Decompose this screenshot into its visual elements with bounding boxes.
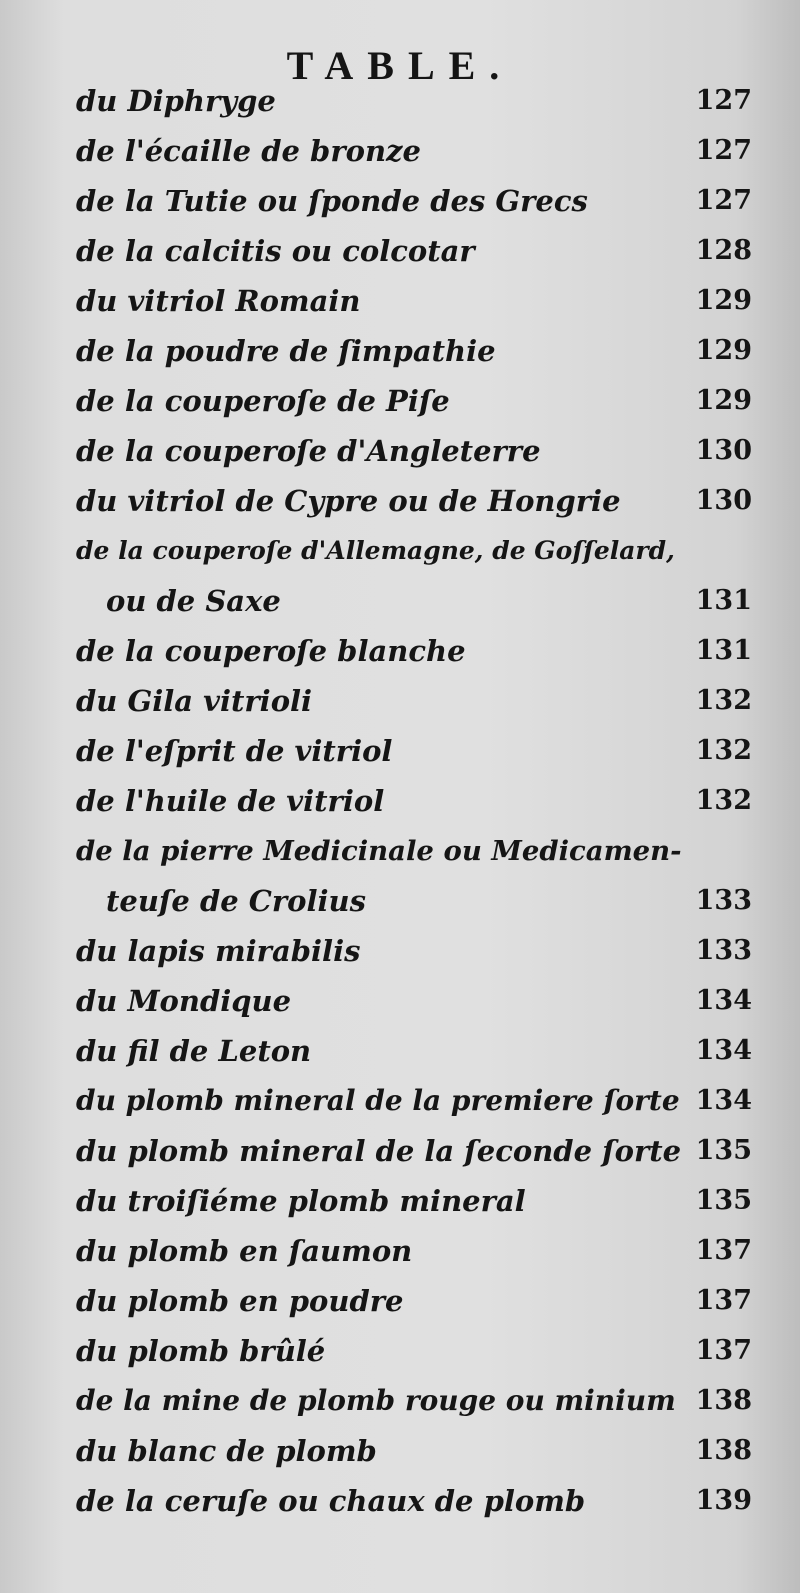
toc-entry bbox=[76, 426, 752, 476]
entry-page-number: 128 bbox=[695, 235, 752, 266]
entry-page-number: 130 bbox=[695, 435, 752, 466]
toc-entry bbox=[76, 976, 752, 1026]
entry-title: du plomb mineral de la premiere ſorte bbox=[76, 1084, 680, 1117]
entry-title: du plomb en poudre bbox=[76, 1284, 404, 1318]
toc-entry bbox=[76, 1176, 752, 1226]
toc-entry bbox=[76, 76, 752, 126]
entry-page-number: 133 bbox=[695, 935, 752, 966]
entry-title: de la couperoſe d'Angleterre bbox=[76, 434, 541, 468]
entry-page-number: 131 bbox=[695, 635, 752, 666]
entry-title: de la pierre Medicinale ou Medicamen- bbox=[76, 835, 682, 867]
toc-entry bbox=[76, 1326, 752, 1376]
entry-title: du plomb mineral de la ſeconde ſorte bbox=[76, 1134, 682, 1168]
entry-title: de la couperoſe de Piſe bbox=[76, 384, 450, 418]
toc-entry bbox=[76, 376, 752, 426]
toc-entry bbox=[76, 1476, 752, 1526]
entry-title: du troiſiéme plomb mineral bbox=[76, 1184, 526, 1218]
toc-entry bbox=[76, 1276, 752, 1326]
entry-title: du lapis mirabilis bbox=[76, 934, 361, 968]
toc-entry bbox=[76, 926, 752, 976]
entry-title: de l'eſprit de vitriol bbox=[76, 734, 393, 768]
toc-entry bbox=[76, 626, 752, 676]
entry-title: de l'écaille de bronze bbox=[76, 134, 421, 168]
entry-page-number: 133 bbox=[695, 885, 752, 916]
entry-page-number: 129 bbox=[695, 335, 752, 366]
entry-title: du Diphryge bbox=[76, 84, 276, 118]
entry-page-number: 131 bbox=[695, 585, 752, 616]
entry-title: de la poudre de ſimpathie bbox=[76, 334, 496, 368]
entry-page-number: 134 bbox=[695, 985, 752, 1016]
toc-entry bbox=[76, 1076, 752, 1126]
entry-page-number: 130 bbox=[695, 485, 752, 516]
entry-page-number: 132 bbox=[695, 735, 752, 766]
entry-title: du fil de Leton bbox=[76, 1034, 312, 1068]
toc-entry bbox=[76, 276, 752, 326]
entry-page-number: 137 bbox=[695, 1235, 752, 1266]
toc-entry bbox=[76, 476, 752, 526]
toc-entry bbox=[76, 1226, 752, 1276]
entry-title: de la couperoſe blanche bbox=[76, 634, 466, 668]
entry-page-number: 127 bbox=[695, 185, 752, 216]
entry-page-number: 139 bbox=[695, 1485, 752, 1516]
entry-page-number: 137 bbox=[695, 1285, 752, 1316]
entry-title: du vitriol Romain bbox=[76, 284, 361, 318]
entry-page-number: 138 bbox=[695, 1435, 752, 1466]
entry-page-number: 127 bbox=[695, 85, 752, 116]
entry-title: du Mondique bbox=[76, 984, 292, 1018]
entry-title: du plomb brûlé bbox=[76, 1334, 326, 1368]
entry-page-number: 135 bbox=[695, 1185, 752, 1216]
entry-page-number: 138 bbox=[695, 1385, 752, 1416]
entry-title: de la couperoſe d'Allemagne, de Goſſelard, bbox=[76, 536, 675, 565]
toc-entry bbox=[76, 1426, 752, 1476]
table-of-contents bbox=[76, 76, 752, 1526]
entry-page-number: 134 bbox=[695, 1035, 752, 1066]
toc-entry bbox=[76, 676, 752, 726]
entry-page-number: 132 bbox=[695, 685, 752, 716]
entry-title: de l'huile de vitriol bbox=[76, 784, 385, 818]
entry-title: du Gila vitrioli bbox=[76, 684, 313, 718]
entry-page-number: 134 bbox=[695, 1085, 752, 1116]
entry-title: de la Tutie ou ſponde des Grecs bbox=[76, 184, 588, 218]
entry-page-number: 135 bbox=[695, 1135, 752, 1166]
entry-title-continuation: teuſe de Crolius bbox=[106, 884, 366, 918]
entry-page-number: 127 bbox=[695, 135, 752, 166]
toc-entry bbox=[76, 1376, 752, 1426]
entry-page-number: 132 bbox=[695, 785, 752, 816]
toc-entry bbox=[76, 826, 752, 926]
entry-page-number: 129 bbox=[695, 385, 752, 416]
entry-title: de la mine de plomb rouge ou minium bbox=[76, 1384, 676, 1417]
entry-page-number: 137 bbox=[695, 1335, 752, 1366]
toc-entry bbox=[76, 1026, 752, 1076]
toc-entry bbox=[76, 176, 752, 226]
entry-title: du vitriol de Cypre ou de Hongrie bbox=[76, 484, 621, 518]
toc-entry bbox=[76, 726, 752, 776]
toc-entry bbox=[76, 326, 752, 376]
entry-title: de la calcitis ou colcotar bbox=[76, 234, 475, 268]
entry-title: de la ceruſe ou chaux de plomb bbox=[76, 1484, 586, 1518]
entry-page-number: 129 bbox=[695, 285, 752, 316]
toc-entry bbox=[76, 776, 752, 826]
page-header: TABLE. bbox=[286, 43, 514, 88]
entry-title: du plomb en ſaumon bbox=[76, 1234, 413, 1268]
entry-title-continuation: ou de Saxe bbox=[106, 584, 281, 618]
toc-entry bbox=[76, 526, 752, 626]
entry-title: du blanc de plomb bbox=[76, 1434, 377, 1468]
toc-entry bbox=[76, 226, 752, 276]
toc-entry bbox=[76, 126, 752, 176]
toc-entry bbox=[76, 1126, 752, 1176]
